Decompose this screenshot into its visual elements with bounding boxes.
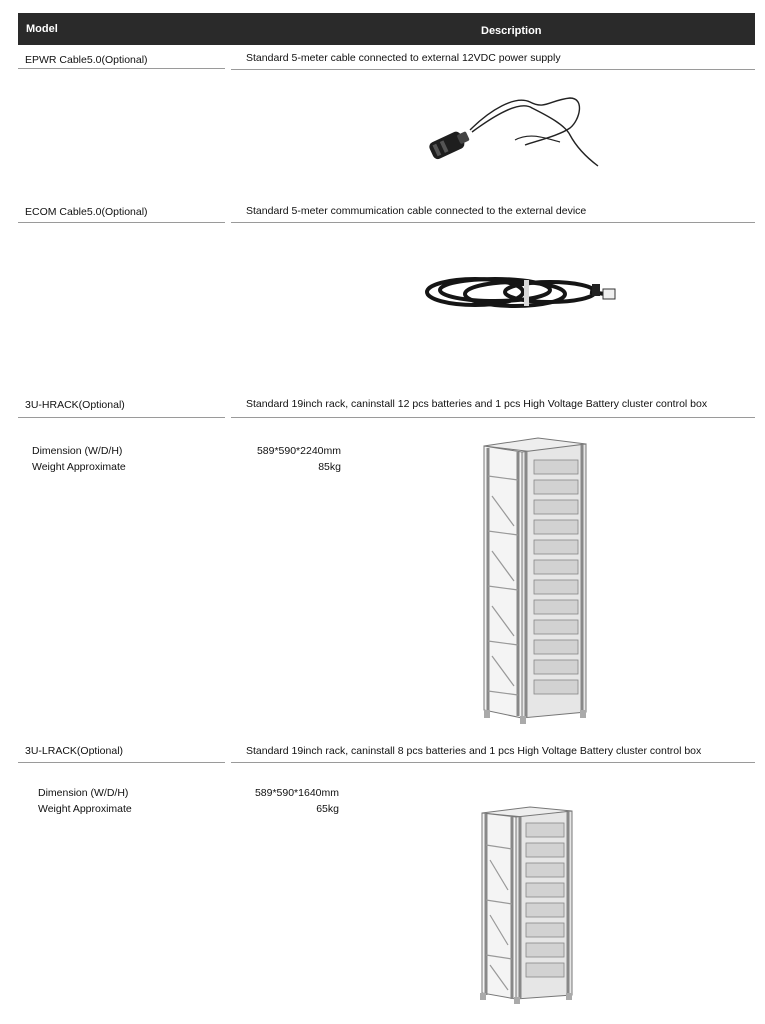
weight-label: Weight Approximate: [32, 461, 126, 473]
divider: [18, 762, 225, 763]
tall-rack-icon: [478, 436, 590, 726]
power-cable-icon: [420, 90, 610, 175]
spec-labels: [32, 443, 126, 475]
row-description: Standard 19inch rack, caninstall 12 pcs batteries and 1 pcs High Voltage Battery cluster control box: [246, 398, 708, 410]
row-description: Standard 5-meter commumication cable connected to the external device: [246, 205, 587, 217]
weight-value: 65kg: [316, 803, 339, 815]
spec-values: [240, 785, 339, 817]
row-model: 3U-HRACK(Optional): [25, 399, 125, 411]
spec-values: [240, 443, 341, 475]
dimension-value: 589*590*2240mm: [256, 445, 341, 457]
communication-cable-icon: [420, 268, 625, 323]
dimension-value: 589*590*1640mm: [254, 787, 339, 799]
divider: [231, 762, 755, 763]
short-rack-icon: [478, 805, 576, 1005]
row-model: ECOM Cable5.0(Optional): [25, 206, 148, 218]
table-header: [18, 13, 755, 45]
divider: [231, 222, 755, 223]
row-description: Standard 5-meter cable connected to external 12VDC power supply: [246, 52, 561, 64]
header-model: Model: [26, 23, 58, 35]
row-model: 3U-LRACK(Optional): [25, 745, 124, 757]
divider: [231, 417, 755, 418]
divider: [18, 417, 225, 418]
dimension-label: Dimension (W/D/H): [38, 787, 129, 799]
dimension-label: Dimension (W/D/H): [32, 445, 123, 457]
divider: [231, 69, 755, 70]
divider: [18, 68, 225, 69]
weight-value: 85kg: [318, 461, 341, 473]
row-model: EPWR Cable5.0(Optional): [25, 54, 148, 66]
spec-labels: [38, 785, 132, 817]
weight-label: Weight Approximate: [38, 803, 132, 815]
header-description: Description: [481, 25, 542, 37]
row-description: Standard 19inch rack, caninstall 8 pcs batteries and 1 pcs High Voltage Battery cluster control box: [246, 745, 702, 757]
divider: [18, 222, 225, 223]
